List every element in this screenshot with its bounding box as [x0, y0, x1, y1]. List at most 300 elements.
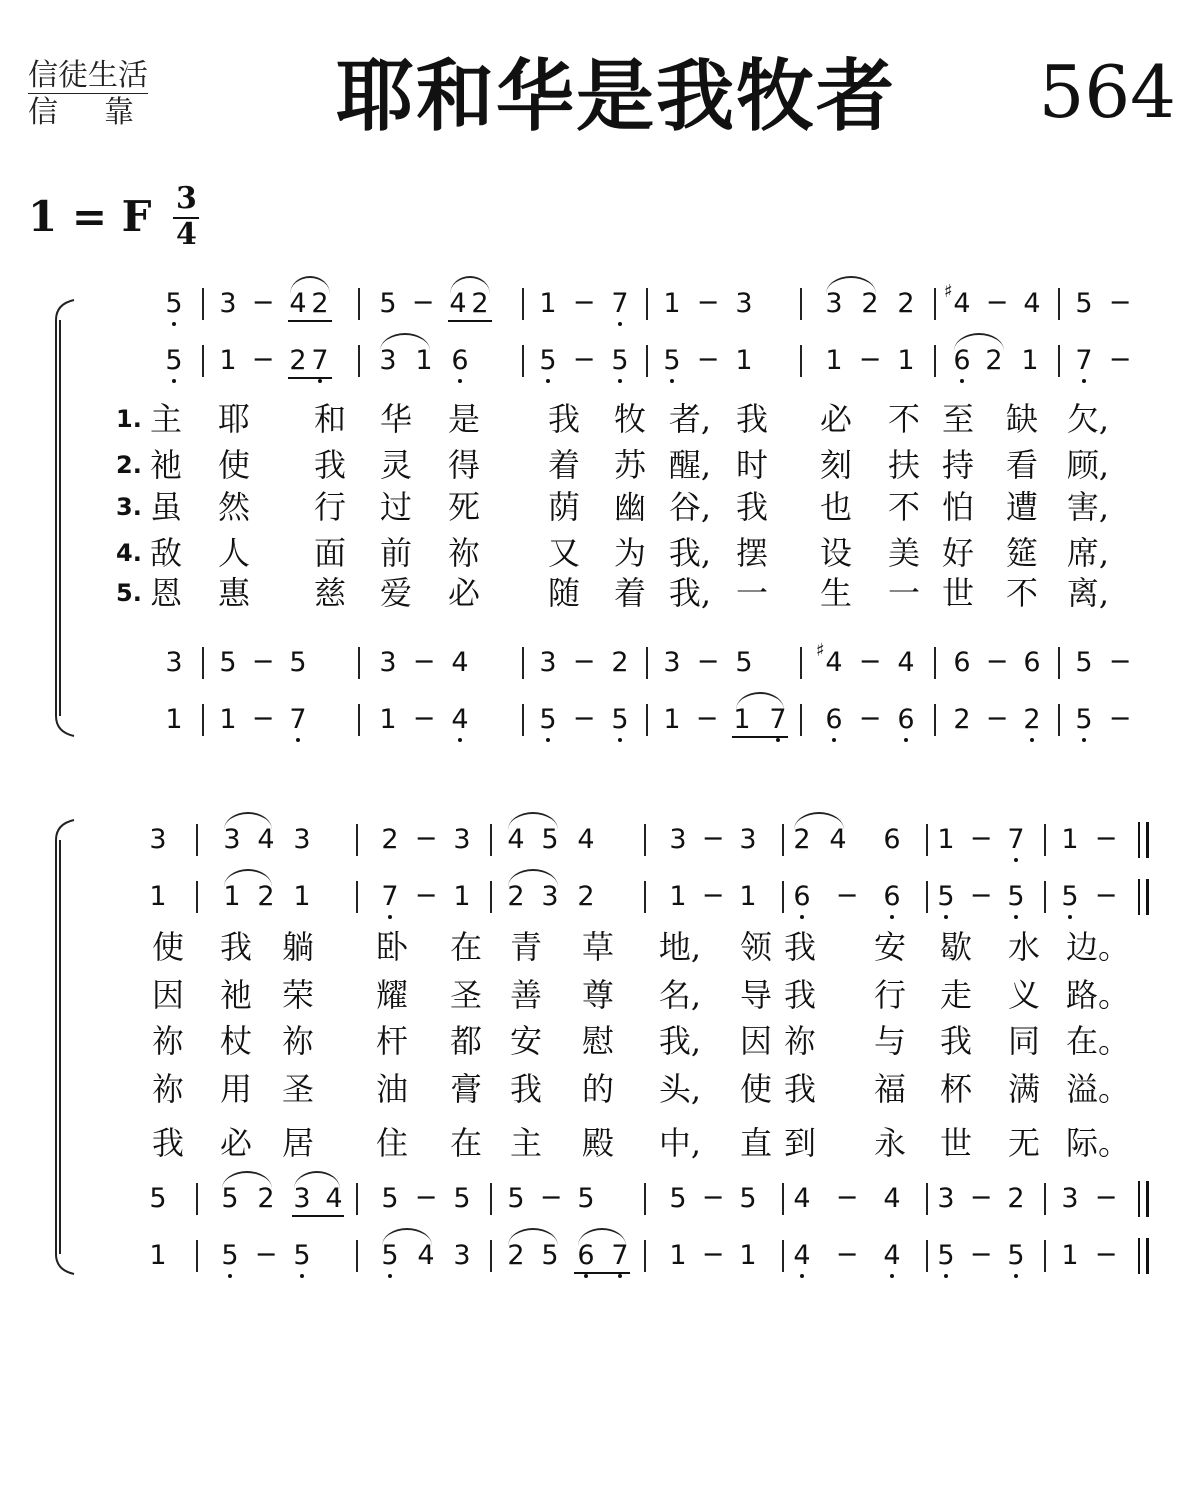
barline: [1044, 824, 1046, 856]
barline: [926, 881, 928, 913]
note: 3: [293, 824, 311, 855]
octave-dot-low: [1014, 858, 1018, 862]
lyric-syllable: 看: [1005, 446, 1039, 484]
note: 6: [451, 345, 469, 376]
dash: −: [701, 1182, 725, 1213]
lyric-syllable: 一: [735, 574, 769, 612]
lyric-syllable: 祂: [219, 976, 253, 1014]
final-barline-thick: [1146, 822, 1149, 858]
note: 1: [149, 1240, 167, 1271]
final-barline-thin: [1138, 1238, 1140, 1274]
lyric-syllable: 设: [819, 534, 853, 572]
lyric-verse-3: [0, 485, 1200, 529]
lyric-syllable: 生: [819, 574, 853, 612]
note: 1: [733, 704, 751, 735]
barline: [196, 1183, 198, 1215]
note: 3: [379, 345, 397, 376]
barline: [782, 881, 784, 913]
barline: [1058, 345, 1060, 377]
eighth-underline: [292, 1215, 344, 1217]
dash: −: [412, 646, 436, 677]
barline: [782, 824, 784, 856]
dash: −: [701, 880, 725, 911]
octave-dot-low: [458, 379, 462, 383]
lyric-syllable: 一: [887, 574, 921, 612]
dash: −: [969, 1239, 993, 1270]
category-label: 信徒生活: [28, 58, 148, 93]
eighth-underline: [288, 377, 332, 379]
lyric-syllable: 我,: [658, 1022, 702, 1060]
lyric-syllable: 青: [509, 928, 543, 966]
barline: [644, 881, 646, 913]
time-signature-top: 3: [176, 181, 197, 216]
lyric-syllable: 中,: [658, 1124, 702, 1162]
octave-dot-low: [904, 738, 908, 742]
lyric-syllable: 我: [783, 976, 817, 1014]
lyric-syllable: 着: [547, 446, 581, 484]
lyric-syllable: 过: [379, 488, 413, 526]
note: 7: [1007, 824, 1025, 855]
barline: [522, 345, 524, 377]
slur: [222, 1171, 272, 1189]
lyric-verse-5: [0, 571, 1200, 615]
octave-dot-low: [1082, 738, 1086, 742]
lyric-syllable: 缺: [1005, 400, 1039, 438]
lyric-verse-5: [0, 1121, 1200, 1165]
lyric-syllable: 我: [939, 1022, 973, 1060]
lyric-syllable: 恩: [149, 574, 183, 612]
barline: [1058, 647, 1060, 679]
barline: [356, 1183, 358, 1215]
lyric-syllable: 幽: [613, 488, 647, 526]
lyric-syllable: 害,: [1066, 488, 1110, 526]
dash: −: [251, 287, 275, 318]
lyric-syllable: 我: [783, 928, 817, 966]
lyric-syllable: 无: [1007, 1124, 1041, 1162]
lyric-syllable: 圣: [281, 1070, 315, 1108]
note: 5: [453, 1183, 471, 1214]
lyric-syllable: 不: [1005, 574, 1039, 612]
note: 5: [739, 1183, 757, 1214]
octave-dot-low: [800, 1274, 804, 1278]
note: 4: [451, 704, 469, 735]
barline: [522, 288, 524, 320]
bass-line-1: [0, 700, 1200, 740]
barline: [1044, 881, 1046, 913]
alto-line-2: [0, 877, 1200, 917]
note: 2: [1007, 1183, 1025, 1214]
final-barline-thin: [1138, 1181, 1140, 1217]
note: 1: [663, 288, 681, 319]
lyric-syllable: 我: [735, 400, 769, 438]
lyric-syllable: 必: [819, 400, 853, 438]
lyric-syllable: 地,: [658, 928, 702, 966]
note: 4: [1023, 288, 1041, 319]
lyric-syllable: 祢: [281, 1022, 315, 1060]
barline: [196, 881, 198, 913]
dash: −: [1094, 823, 1118, 854]
barline: [490, 881, 492, 913]
note: 2: [507, 1240, 525, 1271]
note: 3: [669, 824, 687, 855]
lyric-syllable: 摆: [735, 534, 769, 572]
note: 3: [541, 881, 559, 912]
note: 6: [883, 881, 901, 912]
dash: −: [539, 1182, 563, 1213]
lyric-syllable: 草: [581, 928, 615, 966]
final-barline-thin: [1138, 822, 1140, 858]
octave-dot-low: [546, 738, 550, 742]
note: 1: [165, 704, 183, 735]
dash: −: [572, 344, 596, 375]
lyric-verse-4: [0, 1067, 1200, 1111]
key-signature: 1 = F: [28, 192, 152, 241]
barline: [202, 288, 204, 320]
lyric-syllable: 灵: [379, 446, 413, 484]
octave-dot-low: [388, 915, 392, 919]
lyric-syllable: 杆: [375, 1022, 409, 1060]
dash: −: [414, 1182, 438, 1213]
time-signature-bottom: 4: [176, 217, 197, 252]
octave-dot-low: [832, 738, 836, 742]
lyric-syllable: 头,: [658, 1070, 702, 1108]
octave-dot-low: [1082, 379, 1086, 383]
final-barline-thick: [1146, 1181, 1149, 1217]
slur: [224, 869, 272, 887]
dash: −: [985, 646, 1009, 677]
dash: −: [412, 703, 436, 734]
lyric-syllable: 杖: [219, 1022, 253, 1060]
note: 5: [165, 288, 183, 319]
note: 1: [453, 881, 471, 912]
octave-dot-low: [1030, 738, 1034, 742]
note: 7: [289, 704, 307, 735]
slur: [578, 1228, 626, 1246]
note: 5: [221, 1240, 239, 1271]
lyric-syllable: 直: [739, 1124, 773, 1162]
lyric-syllable: 遭: [1005, 488, 1039, 526]
note: 1: [897, 345, 915, 376]
note: 5: [1075, 647, 1093, 678]
barline: [356, 881, 358, 913]
note: 5: [577, 1183, 595, 1214]
slur: [382, 1228, 432, 1246]
note: 5: [1075, 288, 1093, 319]
dash: −: [1094, 1239, 1118, 1270]
lyric-syllable: 我: [735, 488, 769, 526]
barline: [800, 647, 802, 679]
lyric-syllable: 都: [449, 1022, 483, 1060]
dash: −: [572, 287, 596, 318]
verse-number: 4.: [116, 539, 142, 567]
lyric-syllable: 世: [939, 1124, 973, 1162]
note: 2: [1023, 704, 1041, 735]
final-barline-thick: [1146, 879, 1149, 915]
slur: [794, 812, 844, 830]
note: 5: [219, 647, 237, 678]
barline: [934, 704, 936, 736]
lyric-syllable: 欠,: [1066, 400, 1110, 438]
note: 2: [953, 704, 971, 735]
lyric-syllable: 不: [887, 400, 921, 438]
note: 6: [953, 647, 971, 678]
lyric-syllable: 在: [449, 1124, 483, 1162]
dash: −: [1108, 344, 1132, 375]
octave-dot-low: [318, 379, 322, 383]
lyric-syllable: 祢: [151, 1070, 185, 1108]
lyric-syllable: 随: [547, 574, 581, 612]
note: 5: [669, 1183, 687, 1214]
octave-dot-low: [228, 1274, 232, 1278]
lyric-syllable: 在。: [1065, 1022, 1131, 1060]
note: 2: [257, 1183, 275, 1214]
lyric-syllable: 安: [509, 1022, 543, 1060]
lyric-syllable: 怕: [941, 488, 975, 526]
octave-dot-low: [172, 379, 176, 383]
barline: [202, 345, 204, 377]
lyric-syllable: 满: [1007, 1070, 1041, 1108]
octave-dot-low: [960, 379, 964, 383]
lyric-syllable: 时: [735, 446, 769, 484]
eighth-underline: [574, 1272, 630, 1274]
note: 5: [663, 345, 681, 376]
note: 5: [293, 1240, 311, 1271]
lyric-syllable: 水: [1007, 928, 1041, 966]
note: 1: [293, 881, 311, 912]
lyric-verse-1: [0, 397, 1200, 441]
lyric-syllable: 善: [509, 976, 543, 1014]
note: 1: [937, 824, 955, 855]
octave-dot-low: [944, 1274, 948, 1278]
lyric-syllable: 在: [449, 928, 483, 966]
lyric-syllable: 歇: [939, 928, 973, 966]
lyric-syllable: 住: [375, 1124, 409, 1162]
lyric-syllable: 我: [509, 1070, 543, 1108]
note: 5: [611, 345, 629, 376]
sharp-sign: ♯: [816, 640, 825, 661]
slur: [294, 1171, 340, 1189]
octave-dot-low: [776, 738, 780, 742]
barline: [646, 704, 648, 736]
note: 7: [311, 345, 329, 376]
note: 5: [1061, 881, 1079, 912]
lyric-syllable: 的: [581, 1070, 615, 1108]
lyric-syllable: 到: [783, 1124, 817, 1162]
dash: −: [985, 287, 1009, 318]
note: 1: [739, 881, 757, 912]
lyric-syllable: 牧: [613, 400, 647, 438]
octave-dot-low: [300, 1274, 304, 1278]
eighth-underline: [288, 320, 332, 322]
lyric-syllable: 顾,: [1066, 446, 1110, 484]
note: 3: [739, 824, 757, 855]
note: 1: [663, 704, 681, 735]
note: 1: [1061, 1240, 1079, 1271]
dash: −: [251, 703, 275, 734]
barline: [644, 1183, 646, 1215]
lyric-syllable: 圣: [449, 976, 483, 1014]
slur: [736, 692, 784, 710]
lyric-syllable: 使: [739, 1070, 773, 1108]
lyric-syllable: 殿: [581, 1124, 615, 1162]
note: 2: [311, 288, 329, 319]
note: 5: [539, 704, 557, 735]
lyric-syllable: 耀: [375, 976, 409, 1014]
lyric-syllable: 醒,: [668, 446, 712, 484]
dash: −: [695, 703, 719, 734]
barline: [196, 824, 198, 856]
note: 5: [149, 1183, 167, 1214]
note: 2: [793, 824, 811, 855]
barline: [356, 824, 358, 856]
lyric-syllable: 我: [783, 1070, 817, 1108]
dash: −: [1108, 287, 1132, 318]
lyric-syllable: 尊: [581, 976, 615, 1014]
hymn-title: 耶和华是我牧者: [336, 52, 897, 142]
barline: [1058, 288, 1060, 320]
lyric-syllable: 荫: [547, 488, 581, 526]
barline: [782, 1183, 784, 1215]
lyric-syllable: 华: [379, 400, 413, 438]
dash: −: [414, 880, 438, 911]
note: 5: [539, 345, 557, 376]
soprano-line-2: [0, 820, 1200, 860]
octave-dot-low: [584, 1274, 588, 1278]
lyric-syllable: 我: [219, 928, 253, 966]
verse-number: 1.: [116, 405, 142, 433]
lyric-syllable: 必: [447, 574, 481, 612]
barline: [522, 647, 524, 679]
note: 2: [577, 881, 595, 912]
octave-dot-low: [458, 738, 462, 742]
note: 5: [735, 647, 753, 678]
tenor-line-2: [0, 1179, 1200, 1219]
note: 2: [471, 288, 489, 319]
barline: [646, 345, 648, 377]
barline: [356, 1240, 358, 1272]
note: 4: [577, 824, 595, 855]
lyric-verse-2: [0, 973, 1200, 1017]
note: 5: [221, 1183, 239, 1214]
note: 5: [937, 881, 955, 912]
lyric-verse-1: [0, 925, 1200, 969]
barline: [490, 1240, 492, 1272]
note: 4: [793, 1183, 811, 1214]
note: 1: [223, 881, 241, 912]
verse-number: 5.: [116, 579, 142, 607]
lyric-syllable: 永: [873, 1124, 907, 1162]
barline: [800, 288, 802, 320]
lyric-syllable: 祢: [151, 1022, 185, 1060]
note: 6: [825, 704, 843, 735]
dash: −: [858, 344, 882, 375]
slur: [954, 333, 1004, 351]
note: 4: [825, 647, 843, 678]
note: 4: [449, 288, 467, 319]
note: 6: [1023, 647, 1041, 678]
slur: [224, 812, 272, 830]
note: 2: [897, 288, 915, 319]
lyric-syllable: 荣: [281, 976, 315, 1014]
note: 5: [379, 288, 397, 319]
note: 5: [937, 1240, 955, 1271]
tenor-line-1: [0, 640, 1200, 683]
note: 4: [793, 1240, 811, 1271]
bass-line-2: [0, 1236, 1200, 1276]
barline: [522, 704, 524, 736]
note: 5: [541, 824, 559, 855]
lyric-verse-3: [0, 1019, 1200, 1063]
lyric-syllable: 筵: [1005, 534, 1039, 572]
octave-dot-low: [172, 322, 176, 326]
octave-dot-low: [546, 379, 550, 383]
sharp-sign: ♯: [944, 281, 953, 302]
note: 3: [293, 1183, 311, 1214]
dash: −: [411, 287, 435, 318]
note: 7: [611, 288, 629, 319]
barline: [800, 704, 802, 736]
lyric-syllable: 杯: [939, 1070, 973, 1108]
barline: [646, 647, 648, 679]
lyric-syllable: 居: [281, 1124, 315, 1162]
note: 3: [539, 647, 557, 678]
note: 3: [223, 824, 241, 855]
note: 1: [825, 345, 843, 376]
barline: [800, 345, 802, 377]
note: 5: [381, 1240, 399, 1271]
note: 2: [381, 824, 399, 855]
lyric-syllable: 领: [739, 928, 773, 966]
lyric-syllable: 使: [151, 928, 185, 966]
dash: −: [414, 823, 438, 854]
barline: [196, 1240, 198, 1272]
lyric-syllable: 着: [613, 574, 647, 612]
lyric-syllable: 因: [151, 976, 185, 1014]
note: 5: [507, 1183, 525, 1214]
dash: −: [969, 823, 993, 854]
note: 7: [769, 704, 787, 735]
lyric-syllable: 际。: [1065, 1124, 1131, 1162]
dash: −: [572, 703, 596, 734]
lyric-syllable: 卧: [375, 928, 409, 966]
note: 3: [663, 647, 681, 678]
soprano-line-1: [0, 281, 1200, 324]
dash: −: [969, 1182, 993, 1213]
slur: [290, 276, 330, 294]
barline: [490, 824, 492, 856]
note: 7: [381, 881, 399, 912]
octave-dot-low: [890, 915, 894, 919]
dash: −: [1108, 703, 1132, 734]
lyric-syllable: 耶: [217, 400, 251, 438]
lyric-syllable: 虽: [149, 488, 183, 526]
note: 5: [541, 1240, 559, 1271]
note: 3: [1061, 1183, 1079, 1214]
lyric-syllable: 离,: [1066, 574, 1110, 612]
note: 3: [825, 288, 843, 319]
dash: −: [696, 646, 720, 677]
hymn-number: 564: [1038, 50, 1176, 134]
note: 1: [149, 881, 167, 912]
note: 1: [379, 704, 397, 735]
barline: [358, 288, 360, 320]
lyric-syllable: 面: [313, 534, 347, 572]
note: 2: [507, 881, 525, 912]
octave-dot-low: [1014, 1274, 1018, 1278]
lyric-syllable: 安: [873, 928, 907, 966]
barline: [644, 1240, 646, 1272]
barline: [1058, 704, 1060, 736]
